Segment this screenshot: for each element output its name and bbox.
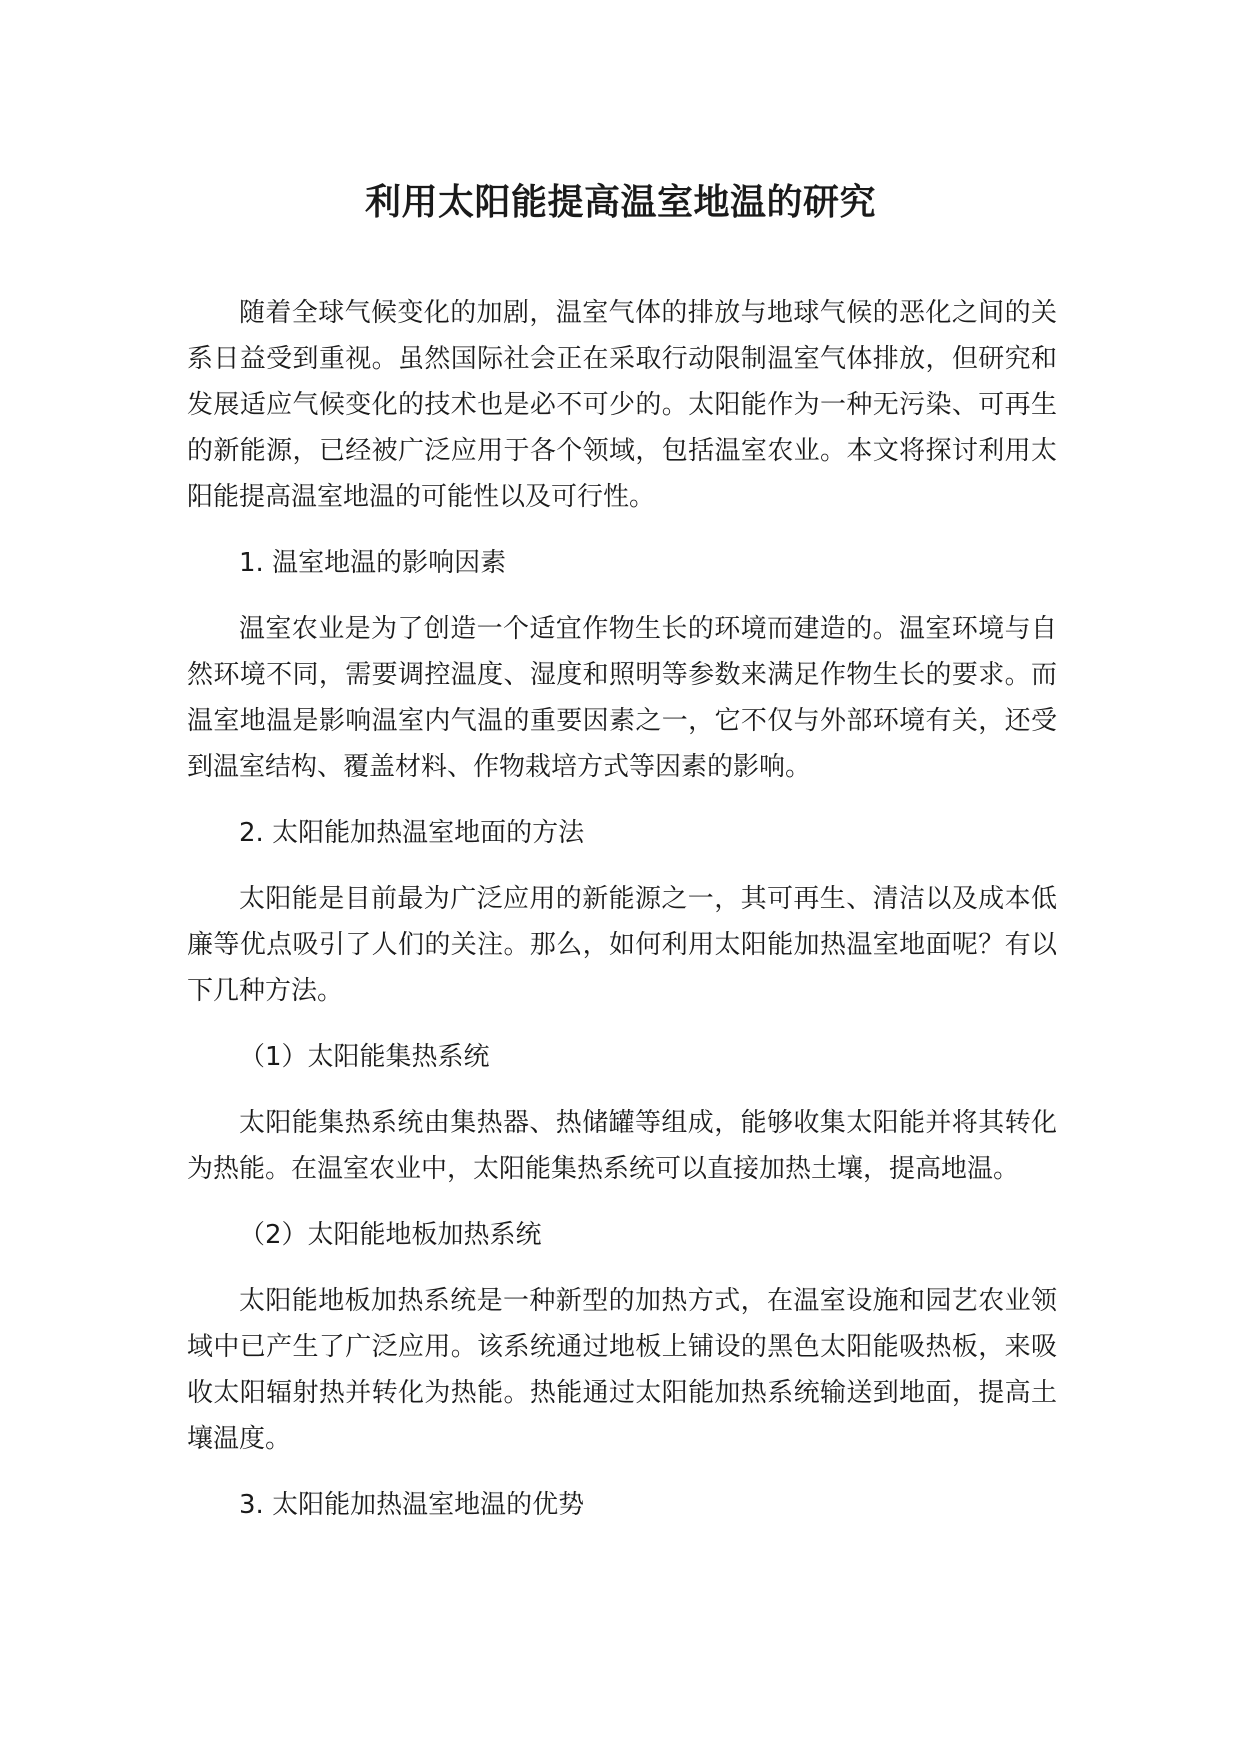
subsection-heading-1: （1）太阳能集热系统 <box>239 1042 490 1072</box>
paragraph-section-1: 温室农业是为了创造一个适宜作物生长的环境而建造的。温室环境与自然环境不同，需要调控温度、湿度和照明等参数来满足作物生长的要求。而温室地温是影响温室内气温的重要因素之一，它不仅与外部环境有关，还受到温室结构、覆盖材料、作物栽培方式等因素的影响。 <box>187 614 1057 782</box>
document-title: 利用太阳能提高温室地温的研究 <box>364 182 876 223</box>
section-heading-3: 3. 太阳能加热温室地温的优势 <box>239 1490 585 1520</box>
paragraph-subsection-2: 太阳能地板加热系统是一种新型的加热方式，在温室设施和园艺农业领域中已产生了广泛应用。该系统通过地板上铺设的黑色太阳能吸热板，来吸收太阳辐射热并转化为热能。热能通过太阳能加热系统输送到地面，提高土壤温度。 <box>187 1286 1057 1454</box>
paragraph-section-2: 太阳能是目前最为广泛应用的新能源之一，其可再生、清洁以及成本低廉等优点吸引了人们的关注。那么，如何利用太阳能加热温室地面呢？有以下几种方法。 <box>187 884 1057 1006</box>
section-heading-1: 1. 温室地温的影响因素 <box>239 548 507 578</box>
document-body <box>187 290 1057 1548</box>
subsection-heading-2: （2）太阳能地板加热系统 <box>239 1220 542 1250</box>
paragraph-intro: 随着全球气候变化的加剧，温室气体的排放与地球气候的恶化之间的关系日益受到重视。虽然国际社会正在采取行动限制温室气体排放，但研究和发展适应气候变化的技术也是必不可少的。太阳能作为一种无污染、可再生的新能源，已经被广泛应用于各个领域，包括温室农业。本文将探讨利用太阳能提高温室地温的可能性以及可行性。 <box>187 298 1057 512</box>
paragraph-subsection-1: 太阳能集热系统由集热器、热储罐等组成，能够收集太阳能并将其转化为热能。在温室农业中，太阳能集热系统可以直接加热土壤，提高地温。 <box>187 1108 1057 1184</box>
section-heading-2: 2. 太阳能加热温室地面的方法 <box>239 818 585 848</box>
